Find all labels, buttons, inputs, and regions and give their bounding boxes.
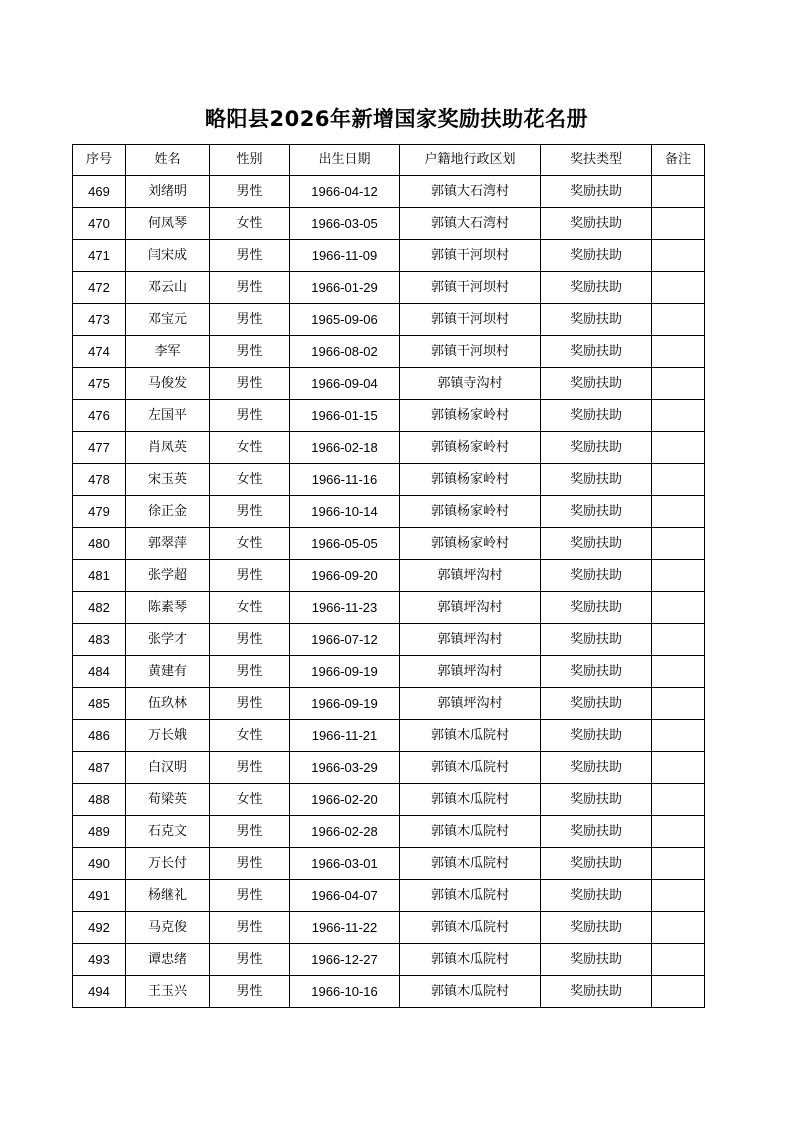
table-row [73,720,705,752]
cell-remarks [652,240,705,272]
cell-household-area: 郭镇坪沟村 [400,688,541,720]
cell-remarks [652,368,705,400]
cell-remarks [652,304,705,336]
cell-subsidy-type: 奖励扶助 [541,816,652,848]
cell-gender: 女性 [210,432,290,464]
cell-subsidy-type: 奖励扶助 [541,304,652,336]
cell-serial-number: 471 [73,240,126,272]
cell-remarks [652,784,705,816]
cell-gender: 男性 [210,944,290,976]
table-row [73,368,705,400]
cell-name: 谭忠绪 [126,944,210,976]
cell-birth-date: 1966-02-20 [290,784,400,816]
cell-name: 马俊发 [126,368,210,400]
table-row [73,624,705,656]
header-remarks: 备注 [652,145,705,176]
cell-serial-number: 480 [73,528,126,560]
cell-remarks [652,560,705,592]
cell-serial-number: 486 [73,720,126,752]
cell-subsidy-type: 奖励扶助 [541,880,652,912]
cell-household-area: 郭镇杨家岭村 [400,432,541,464]
cell-name: 黄建有 [126,656,210,688]
cell-subsidy-type: 奖励扶助 [541,560,652,592]
cell-gender: 男性 [210,496,290,528]
cell-name: 张学超 [126,560,210,592]
cell-subsidy-type: 奖励扶助 [541,688,652,720]
cell-gender: 女性 [210,528,290,560]
cell-remarks [652,592,705,624]
cell-name: 左国平 [126,400,210,432]
cell-gender: 男性 [210,272,290,304]
cell-remarks [652,752,705,784]
cell-birth-date: 1966-09-04 [290,368,400,400]
table-row [73,592,705,624]
cell-name: 万长付 [126,848,210,880]
cell-remarks [652,976,705,1008]
cell-birth-date: 1966-05-05 [290,528,400,560]
cell-household-area: 郭镇杨家岭村 [400,528,541,560]
cell-subsidy-type: 奖励扶助 [541,432,652,464]
cell-household-area: 郭镇木瓜院村 [400,784,541,816]
cell-subsidy-type: 奖励扶助 [541,592,652,624]
cell-household-area: 郭镇杨家岭村 [400,400,541,432]
cell-gender: 男性 [210,656,290,688]
roster-body [73,176,705,1008]
cell-gender: 女性 [210,592,290,624]
cell-gender: 男性 [210,400,290,432]
table-row [73,784,705,816]
table-row [73,912,705,944]
cell-subsidy-type: 奖励扶助 [541,272,652,304]
cell-gender: 女性 [210,464,290,496]
cell-birth-date: 1966-11-23 [290,592,400,624]
cell-subsidy-type: 奖励扶助 [541,496,652,528]
cell-serial-number: 490 [73,848,126,880]
cell-name: 宋玉英 [126,464,210,496]
cell-birth-date: 1966-11-16 [290,464,400,496]
cell-gender: 男性 [210,304,290,336]
cell-birth-date: 1966-01-15 [290,400,400,432]
cell-serial-number: 472 [73,272,126,304]
table-row [73,400,705,432]
cell-serial-number: 469 [73,176,126,208]
cell-subsidy-type: 奖励扶助 [541,848,652,880]
cell-birth-date: 1966-03-29 [290,752,400,784]
cell-household-area: 郭镇木瓜院村 [400,880,541,912]
table-row [73,560,705,592]
header-name: 姓名 [126,145,210,176]
cell-birth-date: 1966-01-29 [290,272,400,304]
cell-household-area: 郭镇木瓜院村 [400,848,541,880]
cell-subsidy-type: 奖励扶助 [541,528,652,560]
cell-gender: 男性 [210,240,290,272]
table-header-row [73,145,705,176]
cell-remarks [652,816,705,848]
cell-remarks [652,464,705,496]
table-row [73,176,705,208]
cell-birth-date: 1965-09-06 [290,304,400,336]
cell-household-area: 郭镇干河坝村 [400,336,541,368]
cell-serial-number: 470 [73,208,126,240]
roster-table [72,144,705,1008]
cell-serial-number: 474 [73,336,126,368]
table-row [73,944,705,976]
cell-serial-number: 488 [73,784,126,816]
cell-subsidy-type: 奖励扶助 [541,624,652,656]
cell-gender: 男性 [210,752,290,784]
cell-name: 肖凤英 [126,432,210,464]
cell-name: 邓云山 [126,272,210,304]
table-row [73,432,705,464]
cell-subsidy-type: 奖励扶助 [541,752,652,784]
cell-birth-date: 1966-04-07 [290,880,400,912]
cell-gender: 男性 [210,336,290,368]
cell-serial-number: 491 [73,880,126,912]
table-row [73,880,705,912]
cell-name: 马克俊 [126,912,210,944]
table-row [73,848,705,880]
table-row [73,976,705,1008]
cell-subsidy-type: 奖励扶助 [541,656,652,688]
cell-serial-number: 487 [73,752,126,784]
cell-name: 荀梁英 [126,784,210,816]
cell-serial-number: 479 [73,496,126,528]
cell-remarks [652,432,705,464]
cell-remarks [652,688,705,720]
cell-name: 杨继礼 [126,880,210,912]
cell-name: 闫宋成 [126,240,210,272]
cell-name: 王玉兴 [126,976,210,1008]
cell-household-area: 郭镇干河坝村 [400,304,541,336]
cell-household-area: 郭镇大石湾村 [400,176,541,208]
cell-name: 邓宝元 [126,304,210,336]
cell-gender: 男性 [210,688,290,720]
cell-serial-number: 485 [73,688,126,720]
table-row [73,304,705,336]
cell-gender: 男性 [210,368,290,400]
cell-remarks [652,944,705,976]
cell-remarks [652,176,705,208]
cell-household-area: 郭镇坪沟村 [400,624,541,656]
cell-gender: 男性 [210,176,290,208]
cell-birth-date: 1966-10-16 [290,976,400,1008]
cell-serial-number: 493 [73,944,126,976]
table-row [73,816,705,848]
cell-gender: 女性 [210,208,290,240]
page-title: 略阳县2026年新增国家奖励扶助花名册 [205,107,588,131]
table-row [73,240,705,272]
cell-serial-number: 494 [73,976,126,1008]
cell-remarks [652,848,705,880]
table-row [73,688,705,720]
table-row [73,464,705,496]
cell-serial-number: 477 [73,432,126,464]
cell-household-area: 郭镇木瓜院村 [400,976,541,1008]
cell-remarks [652,528,705,560]
cell-household-area: 郭镇杨家岭村 [400,496,541,528]
cell-name: 徐正金 [126,496,210,528]
cell-gender: 男性 [210,912,290,944]
cell-remarks [652,912,705,944]
cell-household-area: 郭镇寺沟村 [400,368,541,400]
cell-serial-number: 475 [73,368,126,400]
cell-gender: 男性 [210,560,290,592]
cell-birth-date: 1966-07-12 [290,624,400,656]
table-row [73,272,705,304]
cell-birth-date: 1966-09-19 [290,688,400,720]
cell-birth-date: 1966-04-12 [290,176,400,208]
cell-household-area: 郭镇干河坝村 [400,240,541,272]
cell-name: 李军 [126,336,210,368]
header-birth-date: 出生日期 [290,145,400,176]
cell-subsidy-type: 奖励扶助 [541,976,652,1008]
cell-birth-date: 1966-02-28 [290,816,400,848]
cell-subsidy-type: 奖励扶助 [541,720,652,752]
cell-serial-number: 481 [73,560,126,592]
cell-birth-date: 1966-11-09 [290,240,400,272]
cell-household-area: 郭镇坪沟村 [400,560,541,592]
cell-household-area: 郭镇干河坝村 [400,272,541,304]
table-row [73,336,705,368]
cell-subsidy-type: 奖励扶助 [541,912,652,944]
cell-birth-date: 1966-02-18 [290,432,400,464]
header-serial-number: 序号 [73,145,126,176]
cell-serial-number: 476 [73,400,126,432]
cell-gender: 女性 [210,784,290,816]
cell-household-area: 郭镇坪沟村 [400,592,541,624]
cell-serial-number: 484 [73,656,126,688]
cell-remarks [652,656,705,688]
cell-subsidy-type: 奖励扶助 [541,336,652,368]
cell-birth-date: 1966-11-21 [290,720,400,752]
cell-gender: 男性 [210,848,290,880]
cell-serial-number: 489 [73,816,126,848]
cell-serial-number: 473 [73,304,126,336]
header-subsidy-type: 奖扶类型 [541,145,652,176]
header-household-area: 户籍地行政区划 [400,145,541,176]
cell-serial-number: 482 [73,592,126,624]
table-row [73,752,705,784]
cell-name: 刘绪明 [126,176,210,208]
cell-subsidy-type: 奖励扶助 [541,368,652,400]
cell-name: 万长娥 [126,720,210,752]
cell-subsidy-type: 奖励扶助 [541,400,652,432]
cell-remarks [652,720,705,752]
cell-household-area: 郭镇木瓜院村 [400,752,541,784]
cell-name: 郭翠萍 [126,528,210,560]
header-gender: 性别 [210,145,290,176]
cell-name: 何凤琴 [126,208,210,240]
cell-name: 石克文 [126,816,210,848]
cell-household-area: 郭镇木瓜院村 [400,944,541,976]
cell-serial-number: 483 [73,624,126,656]
cell-birth-date: 1966-09-19 [290,656,400,688]
cell-subsidy-type: 奖励扶助 [541,944,652,976]
cell-remarks [652,880,705,912]
cell-remarks [652,624,705,656]
cell-subsidy-type: 奖励扶助 [541,240,652,272]
cell-serial-number: 492 [73,912,126,944]
cell-gender: 男性 [210,976,290,1008]
cell-name: 白汉明 [126,752,210,784]
cell-household-area: 郭镇木瓜院村 [400,720,541,752]
cell-household-area: 郭镇坪沟村 [400,656,541,688]
table-row [73,496,705,528]
cell-birth-date: 1966-03-05 [290,208,400,240]
cell-birth-date: 1966-08-02 [290,336,400,368]
cell-gender: 男性 [210,880,290,912]
cell-household-area: 郭镇木瓜院村 [400,912,541,944]
cell-subsidy-type: 奖励扶助 [541,208,652,240]
cell-subsidy-type: 奖励扶助 [541,784,652,816]
table-row [73,208,705,240]
cell-remarks [652,496,705,528]
cell-name: 张学才 [126,624,210,656]
cell-serial-number: 478 [73,464,126,496]
cell-household-area: 郭镇大石湾村 [400,208,541,240]
cell-remarks [652,400,705,432]
cell-birth-date: 1966-10-14 [290,496,400,528]
cell-name: 伍玖林 [126,688,210,720]
cell-name: 陈素琴 [126,592,210,624]
table-row [73,528,705,560]
cell-subsidy-type: 奖励扶助 [541,176,652,208]
cell-remarks [652,208,705,240]
cell-birth-date: 1966-11-22 [290,912,400,944]
cell-remarks [652,272,705,304]
cell-household-area: 郭镇木瓜院村 [400,816,541,848]
cell-gender: 女性 [210,720,290,752]
cell-subsidy-type: 奖励扶助 [541,464,652,496]
cell-gender: 男性 [210,816,290,848]
cell-birth-date: 1966-03-01 [290,848,400,880]
cell-household-area: 郭镇杨家岭村 [400,464,541,496]
table-row [73,656,705,688]
cell-birth-date: 1966-12-27 [290,944,400,976]
cell-birth-date: 1966-09-20 [290,560,400,592]
cell-gender: 男性 [210,624,290,656]
cell-remarks [652,336,705,368]
